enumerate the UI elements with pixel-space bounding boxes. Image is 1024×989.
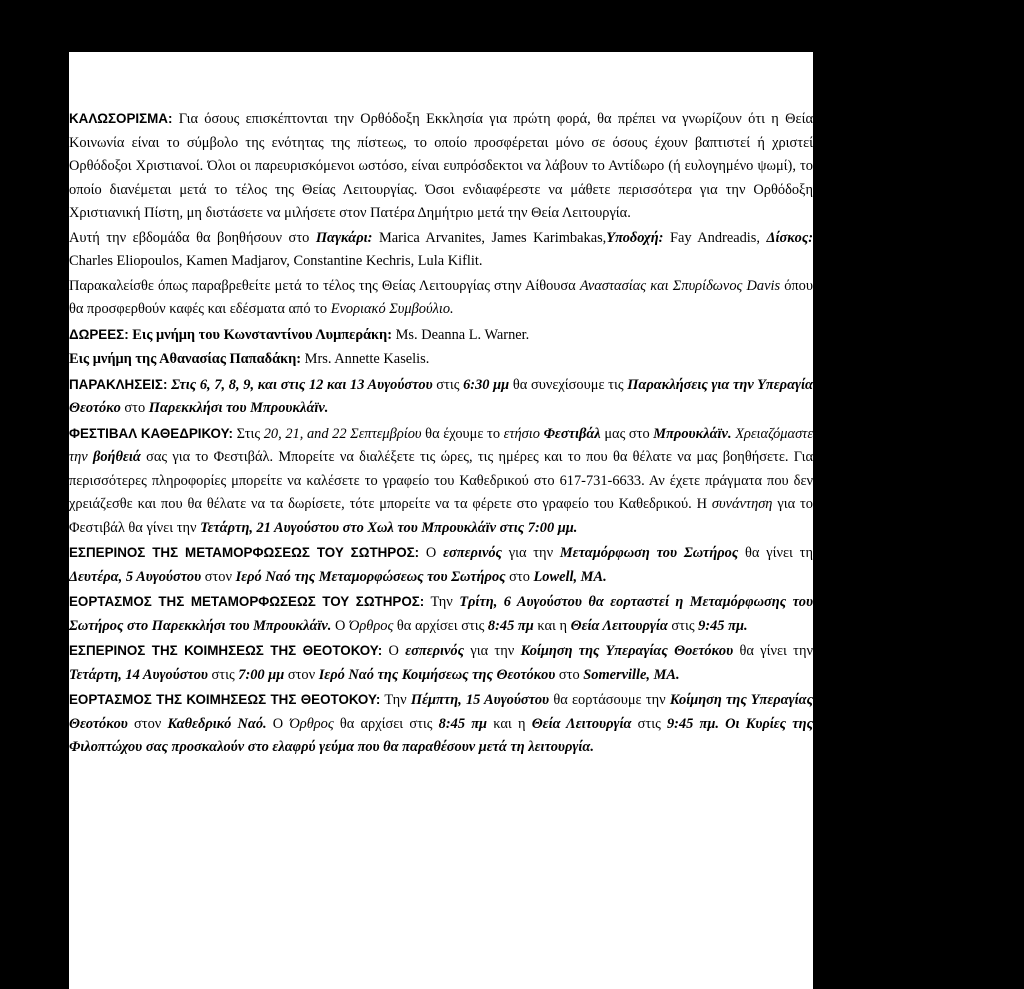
tf-text-5: στις: [667, 617, 699, 634]
diskos-label: Δίσκος:: [766, 229, 814, 246]
df-church: Καθεδρικό Ναό.: [167, 715, 267, 732]
tv-text-2: για την: [501, 545, 560, 561]
bulletin-content: [69, 107, 813, 761]
festival-need: Χρειαζόμαστε την: [69, 425, 814, 465]
dormition-feast-label: ΕΟΡΤΑΣΜΟΣ ΤΗΣ ΚΟΙΜΗΣΕΩΣ ΤΗΣ ΘΕΟΤΟΚΟΥ:: [69, 692, 381, 707]
dv-feast: Κοίμηση της Υπεραγίας Θοετόκου: [520, 643, 734, 659]
df-feast: Κοίμηση της Υπεραγίας Θεοτόκου: [69, 692, 813, 732]
coffee-hall-name: Αναστασίας και Σπυρίδωνος Davis: [579, 277, 781, 294]
df-text-4: Ο: [266, 715, 290, 732]
helpers-intro: Αυτή την εβδομάδα θα βοηθήσουν στο: [69, 229, 316, 246]
dv-text-1: Ο: [382, 643, 406, 659]
festival-word: Φεστιβάλ: [543, 425, 601, 442]
coffee-council: Ενοριακό Συμβούλιο.: [330, 301, 454, 317]
coffee-text-2: όπου θα προσφερθούν καφές και εδέσματα από το: [69, 277, 813, 317]
df-date: Πέμπτη, 15 Αυγούστου: [410, 692, 550, 708]
donation-memory-1: Εις μνήμη του Κωνσταντίνου Λυμπεράκη:: [128, 326, 393, 343]
welcome-text: Για όσους επισκέπτονται την Ορθόδοξη Εκκλησία για πρώτη φορά, θα πρέπει να γνωρίζουν ότι η Θεία Κοινωνία είναι το σύμβολο της ενότητας της πίστεως, το οποίο προσφέρεται μόνο σε όσους έχουν βαπτιστεί ή χριστεί Ορθόδοξοι Χριστιανοί. Όλοι οι παρευρισκόμενοι ωστόσο, είναι ευπρόσδεκτοι να λάβουν το Αντίδωρο (ή ευλογημένο ψωμί), το οποίο διανέμεται μετά το τέλος της Θείας Λειτουργίας. Όσοι ενδιαφέρεστε να μάθετε περισσότερα για την Ορθόδοξη Χριστιανική Πίστη, μη διστάσετε να μιλήσετε στον Πατέρα Δημήτριο μετά την Θεία Λειτουργία.: [69, 111, 813, 221]
dormition-vespers-label: ΕΣΠΕΡΙΝΟΣ ΤΗΣ ΚΟΙΜΗΣΕΩΣ ΤΗΣ ΘΕΟΤΟΚΟΥ:: [69, 643, 383, 658]
df-text-5: θα αρχίσει στις: [333, 715, 439, 732]
top-black-margin: [0, 0, 1024, 52]
donation-donor-1: Ms. Deanna L. Warner.: [392, 326, 530, 343]
tv-text-5: στο: [505, 568, 534, 585]
bulletin-page: [69, 52, 813, 989]
tf-text-3: θα αρχίσει στις: [393, 617, 488, 634]
dormition-vespers-paragraph: [69, 639, 813, 687]
df-liturgy: Θεία Λειτουργία: [531, 715, 632, 732]
festival-text-6: για το Φεστιβάλ θα γίνει την: [69, 496, 813, 536]
tf-text-4: και η: [533, 617, 571, 634]
dormition-feast-paragraph: [69, 688, 813, 760]
dv-time: 7:00 μμ: [238, 666, 285, 683]
paraklisis-text-2: θα συνεχίσουμε τις: [509, 376, 628, 393]
tf-orthros: Όρθρος: [349, 617, 394, 634]
pangari-names: Marica Arvanites, James Karimbakas,: [372, 229, 607, 246]
festival-label: ΦΕΣΤΙΒΑΛ ΚΑΘΕΔΡΙΚΟΥ:: [69, 425, 233, 441]
donation-memory-2: Εις μνήμη της Αθανασίας Παπαδάκη:: [69, 351, 302, 367]
welcome-label: ΚΑΛΩΣΟΡΙΣΜΑ:: [69, 111, 173, 126]
festival-paragraph: [69, 422, 813, 541]
dv-church: Ιερό Ναό της Κοιμήσεως της Θεοτόκου: [318, 666, 556, 683]
dv-text-4: στις: [207, 666, 239, 683]
helpers-paragraph: [69, 227, 813, 274]
dv-text-5: στον: [284, 666, 319, 683]
transfiguration-feast-label: ΕΟΡΤΑΣΜΟΣ ΤΗΣ ΜΕΤΑΜΟΡΦΩΣΕΩΣ ΤΟΥ ΣΩΤΗΡΟΣ:: [69, 594, 425, 609]
df-text-7: στις: [631, 715, 667, 732]
ypodoxi-names: Fay Andreadis,: [663, 229, 767, 246]
tf-liturgy: Θεία Λειτουργία: [570, 617, 668, 634]
df-orthros: Όρθρος: [289, 715, 334, 732]
tf-liturgy-time: 9:45 πμ.: [698, 617, 748, 634]
dv-date: Τετάρτη, 14 Αυγούστου: [69, 666, 208, 683]
blank-header-area: [69, 52, 813, 98]
paraklisis-paragraph: [69, 373, 813, 421]
festival-annual: ετήσιο: [503, 425, 540, 442]
tf-text-1: Την: [424, 594, 460, 610]
festival-text-2: θα έχουμε το: [421, 425, 504, 442]
festival-meeting-date: Τετάρτη, 21 Αυγούστου στο Χωλ του Μπρουκλάϊν στις 7:00 μμ.: [200, 519, 578, 536]
dv-text-2: για την: [464, 643, 521, 659]
tv-church: Ιερό Ναό της Μεταμορφώσεως του Σωτήρος: [235, 568, 506, 585]
transfiguration-vespers-paragraph: [69, 541, 813, 589]
transfiguration-vespers-label: ΕΣΠΕΡΙΝΟΣ ΤΗΣ ΜΕΤΑΜΟΡΦΩΣΕΩΣ ΤΟΥ ΣΩΤΗΡΟΣ:: [69, 545, 420, 560]
tv-date: Δευτέρα, 5 Αυγούστου: [69, 568, 202, 585]
df-text-6: και η: [487, 715, 532, 732]
paraklisis-title: Παρακλήσεις για την Υπεραγία Θεοτόκο: [69, 376, 813, 416]
festival-help: βοήθειά: [92, 449, 141, 465]
donations-paragraph-2: [69, 348, 813, 372]
pangari-label: Παγκάρι:: [315, 229, 373, 246]
paraklisis-location: Παρεκκλήσι του Μπρουκλάϊν.: [148, 400, 329, 416]
tv-vespers: εσπερινός: [443, 545, 502, 561]
coffee-hour-paragraph: [69, 275, 813, 322]
welcome-paragraph: [69, 107, 813, 226]
paraklisis-text-1: στις: [432, 376, 464, 393]
tv-text-3: θα γίνει τη: [738, 545, 813, 561]
donation-donor-2: Mrs. Annette Kaselis.: [301, 351, 430, 367]
tv-city: Lowell, MA.: [533, 568, 607, 585]
tv-text-4: στον: [201, 568, 236, 585]
festival-meeting: συνάντηση: [711, 496, 773, 512]
dv-text-3: θα γίνει την: [733, 643, 813, 659]
paraklisis-text-3: στο: [120, 400, 149, 416]
ypodoxi-label: Υποδοχή:: [606, 229, 664, 246]
df-text-1: Την: [380, 692, 411, 708]
tf-orthros-time: 8:45 πμ: [487, 617, 534, 634]
festival-text-3: μας στο: [600, 425, 654, 442]
df-liturgy-time-invite: 9:45 πμ. Οι Κυρίες της Φιλοπτώχου σας προσκαλούν στο ελαφρύ γεύμα που θα παραθέσουν μετά τη λειτουργία.: [69, 715, 813, 755]
festival-dates: 20, 21, and 22 Σεπτεμβρίου: [263, 425, 422, 442]
tf-date-place: Τρίτη, 6 Αυγούστου θα εορταστεί η Μεταμόρφωσης του Σωτήρος στο Παρεκκλήσι του Μπρουκλάϊν.: [69, 594, 813, 634]
coffee-text-1: Παρακαλείσθε όπως παραβρεθείτε μετά το τέλος της Θείας Λειτουργίας στην Αίθουσα: [69, 277, 580, 294]
paraklisis-label: ΠΑΡΑΚΛΗΣΕΙΣ:: [69, 376, 168, 392]
tv-text-1: Ο: [419, 545, 444, 561]
dv-vespers: εσπερινός: [405, 643, 465, 659]
df-text-3: στον: [127, 715, 168, 732]
festival-text-5: σας για το Φεστιβάλ. Μπορείτε να διαλέξετε τις ώρες, τις ημέρες και το που θα θέλατε να μας βοηθήσετε. Για περισσότερες πληροφορίες μπορείτε να καλέσετε το γραφείο του Καθεδρικού στο 617-731-6633. Αν έχετε πράγματα που δεν χρειάζεσθε και που θα θέλατε να τα δωρίσετε, τότε μπορείτε να τα φέρετε στο γραφείο του Καθεδρικού. Η: [69, 449, 813, 512]
donations-label: ΔΩΡΕΕΣ:: [69, 326, 129, 342]
paraklisis-dates: Στις 6, 7, 8, 9, και στις 12 και 13 Αυγούστου: [167, 376, 433, 393]
festival-location: Μπρουκλάϊν.: [653, 425, 732, 442]
transfiguration-feast-paragraph: [69, 590, 813, 638]
dv-text-6: στο: [555, 666, 584, 683]
df-text-2: θα εορτάσουμε την: [549, 692, 670, 708]
donations-paragraph: [69, 323, 813, 348]
festival-text-1: Στις: [232, 425, 264, 442]
tv-feast: Μεταμόρφωση του Σωτήρος: [559, 545, 739, 561]
dv-city: Somerville, MA.: [583, 666, 680, 683]
df-orthros-time: 8:45 πμ: [438, 715, 488, 732]
tf-text-2: Ο: [331, 617, 349, 634]
paraklisis-time: 6:30 μμ: [463, 376, 510, 393]
diskos-names: Charles Eliopoulos, Kamen Madjarov, Constantine Kechris, Lula Kiflit.: [69, 253, 483, 269]
